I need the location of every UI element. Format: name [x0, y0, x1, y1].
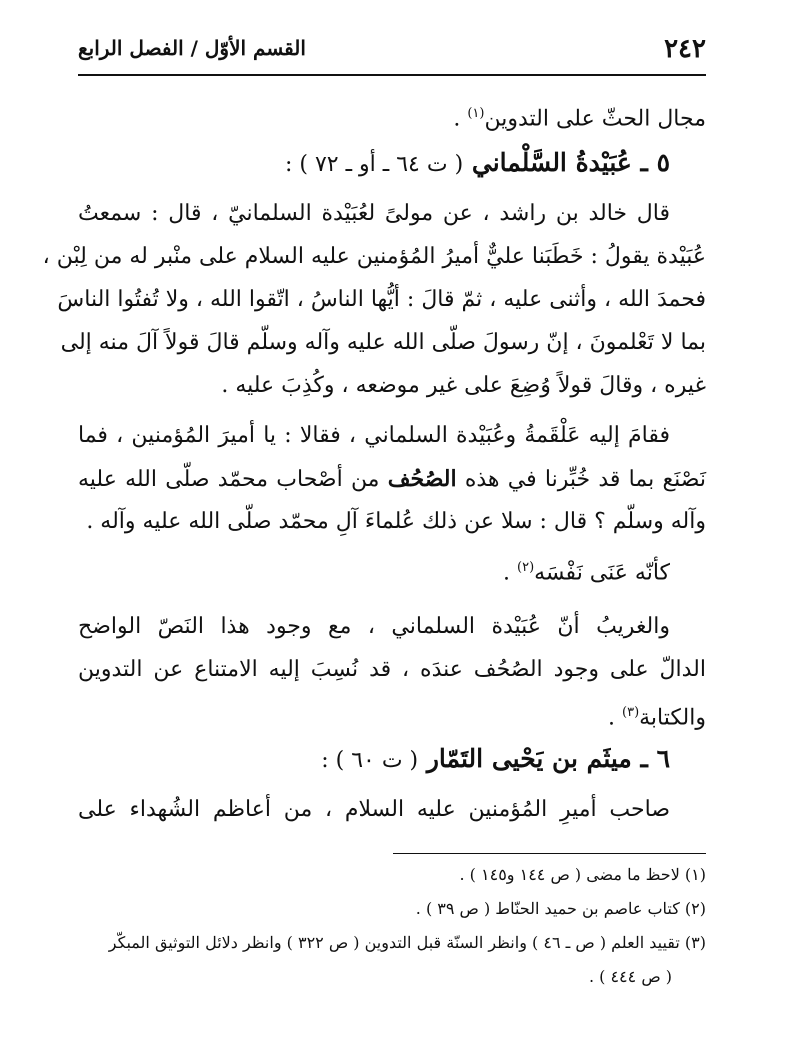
paragraph-line: بما لا تَعْلمونَ ، إنّ رسولَ صلّى الله عليه وآله وسلّم قالَ قولاً آلَ منه إلى	[60, 330, 706, 355]
paragraph-line	[78, 696, 706, 735]
footnote-ref-3: (٣)	[622, 705, 640, 720]
paragraph-line: والغريبُ أنّ عُبَيْدة السلماني ، مع وجود هذا النَصّ الواضح	[78, 614, 671, 639]
footnote-3-continued: ( ص ٤٤٤ ) .	[588, 967, 672, 986]
footnote-1: (١) لاحظ ما مضى ( ص ١٤٤ و١٤٥ ) .	[459, 865, 706, 884]
paragraph-text: من أصْحاب محمّد صلّى الله عليه	[78, 467, 388, 492]
paragraph-text: والكتابة	[639, 705, 706, 731]
page-number: ٢٤٢	[664, 34, 706, 64]
paragraph-line: قال خالد بن راشد ، عن مولىً لعُبَيْدة السلمانيّ ، قال : سمعتُ	[78, 201, 670, 226]
paragraph-line: صاحب أميرِ المُؤمنين عليه السلام ، من أعاظم الشُهداء على	[78, 797, 670, 822]
paragraph-line: فقامَ إليه عَلْقَمةُ وعُبَيْدة السلماني ، فقالا : يا أميرَ المُؤمنين ، فما	[78, 423, 670, 448]
heading-number: ٦ ـ	[640, 744, 670, 773]
heading-name: ميثَم بن يَحْيى التَمّار	[426, 744, 632, 773]
paragraph-text: نَصْنَع بما قد خُبِّرنا في هذه	[456, 467, 706, 492]
paragraph-text: مجال الحثّ على التدوين	[484, 106, 706, 132]
paragraph-line: الدالّ على وجود الصُحُف عندَه ، قد نُسِبَ إليه الامتناع عن التدوين	[78, 657, 706, 682]
heading-dates: ( ت ٦٤ ـ أو ـ ٧٢ ) :	[285, 152, 464, 177]
paragraph-line	[78, 462, 706, 497]
footnote-ref-2: (٢)	[517, 560, 535, 575]
heading-number: ٥ ـ	[640, 148, 670, 177]
quote-text: كأنّه عَنَى نَفْسَه	[534, 560, 670, 586]
header-rule	[78, 74, 706, 76]
paragraph-tail: .	[453, 106, 468, 132]
paragraph-line: فحمدَ الله ، وأثنى عليه ، ثمّ قالَ : أيُّها الناسُ ، اتّقوا الله ، ولا تُفتُوا الناسَ	[57, 287, 706, 312]
paragraph-line: غيره ، وقالَ قولاً وُضِعَ على غير موضعه ، وكُذِبَ عليه .	[221, 373, 706, 398]
page-header	[78, 30, 706, 72]
paragraph-line: وآله وسلّم ؟ قال : سلا عن ذلك عُلماءَ آلِ محمّد صلّى الله عليه وآله .	[86, 509, 706, 534]
heading-dates: ( ت ٦٠ ) :	[321, 748, 419, 773]
footnote-rule	[393, 853, 706, 854]
paragraph-tail: .	[608, 705, 622, 731]
paragraph-line: عُبَيْدة يقولُ : خَطَبَنا عليٌّ أميرُ المُؤمنين عليه السلام على منْبر له من لِبْن ،	[42, 244, 706, 269]
section-heading-5	[78, 146, 706, 182]
quote-tail: .	[503, 560, 517, 586]
footnote-3: (٣) تقييد العلم ( ص ـ ٤٦ ) وانظر السنّة قبل التدوين ( ص ٣٢٢ ) وانظر دلائل التوثيق المبكّر	[108, 933, 706, 952]
heading-name: عُبَيْدةُ السَّلْماني	[471, 148, 632, 177]
footnote-2: (٢) كتاب عاصم بن حميد الحنّاط ( ص ٣٩ ) .	[415, 899, 706, 918]
paragraph-continuation	[78, 97, 706, 136]
quote-line	[78, 551, 706, 590]
section-heading-6	[78, 742, 706, 778]
footnote-ref-1: (١)	[467, 106, 485, 121]
running-head: القسم الأوّل / الفصل الرابع	[78, 36, 306, 60]
emphasis-word: الصُحُف	[387, 466, 457, 492]
